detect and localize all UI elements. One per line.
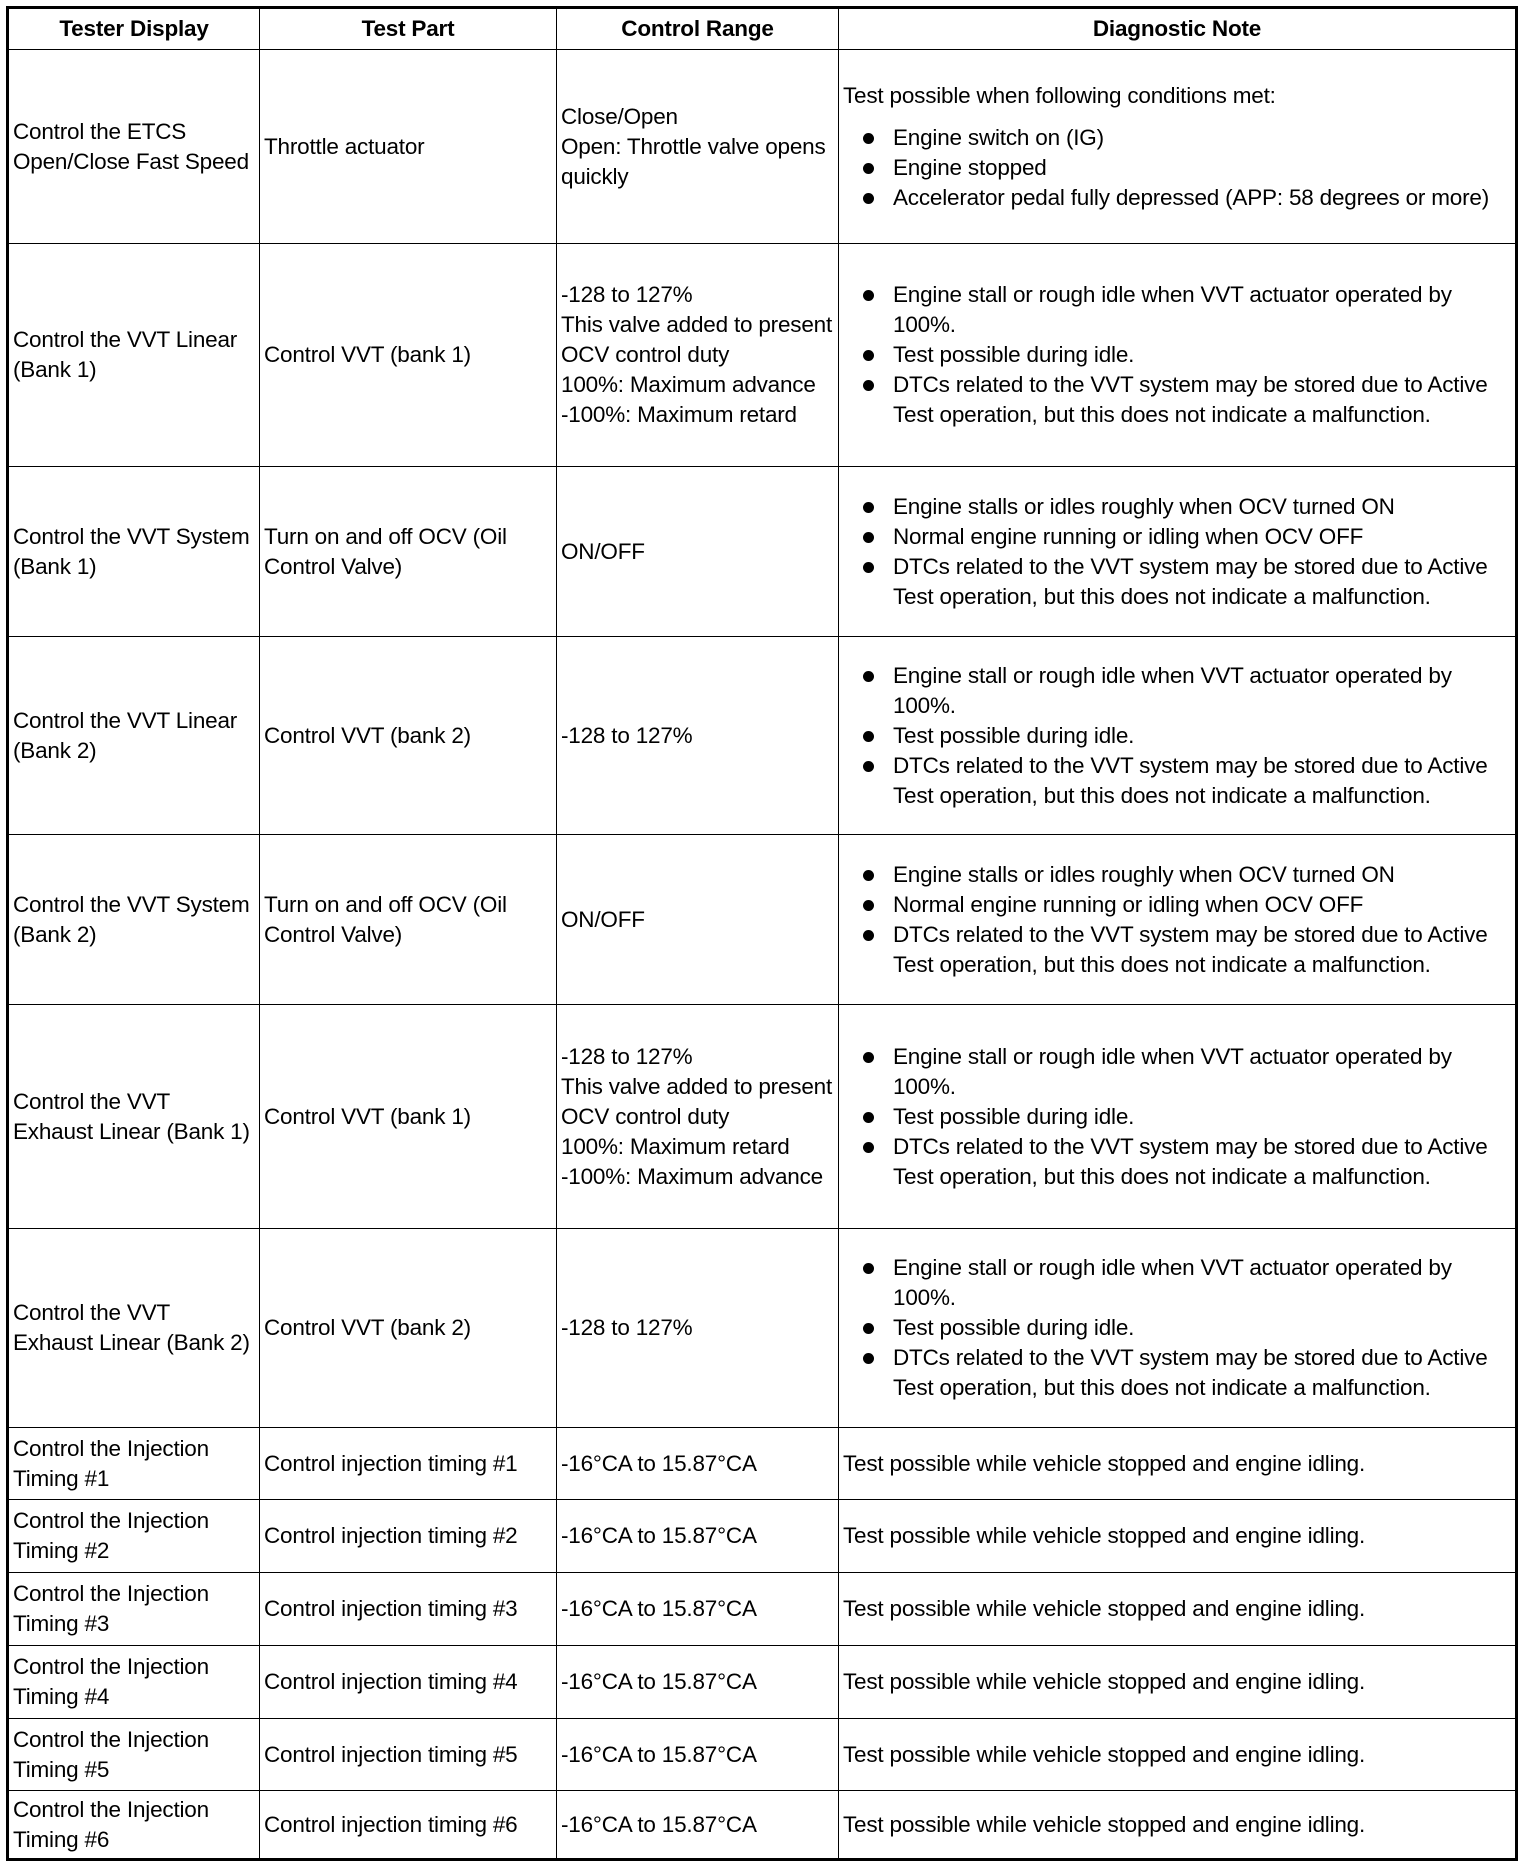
test-part-cell: Control injection timing #5 — [260, 1719, 557, 1791]
control-range-cell: -128 to 127% — [557, 1229, 839, 1428]
table-row — [8, 1573, 1517, 1646]
header-test-part: Test Part — [260, 8, 557, 50]
note-bullet-item: Engine stalls or idles roughly when OCV turned ON — [893, 492, 1511, 522]
test-part-cell: Control VVT (bank 2) — [260, 637, 557, 835]
diagnostic-note-cell: Test possible while vehicle stopped and engine idling. — [839, 1791, 1517, 1860]
note-bullet-item: Normal engine running or idling when OCV OFF — [893, 522, 1511, 552]
diagnostic-note-cell: Test possible while vehicle stopped and engine idling. — [839, 1428, 1517, 1500]
diagnostic-note-cell — [839, 637, 1517, 835]
diagnostic-note-cell — [839, 1005, 1517, 1229]
table-row — [8, 637, 1517, 835]
control-range-cell: -16°CA to 15.87°CA — [557, 1573, 839, 1646]
tester-display-cell: Control the VVT Linear (Bank 2) — [8, 637, 260, 835]
table-row — [8, 50, 1517, 244]
test-part-cell: Control VVT (bank 1) — [260, 1005, 557, 1229]
test-part-cell: Control injection timing #1 — [260, 1428, 557, 1500]
test-part-cell: Control injection timing #4 — [260, 1646, 557, 1719]
note-intro: Test possible when following conditions met: — [843, 82, 1276, 108]
note-bullet-item: Test possible during idle. — [893, 1102, 1511, 1132]
note-bullet-item: DTCs related to the VVT system may be stored due to Active Test operation, but this does not indicate a malfunction. — [893, 920, 1511, 980]
test-part-cell: Throttle actuator — [260, 50, 557, 244]
test-part-cell: Control injection timing #2 — [260, 1500, 557, 1573]
note-list — [843, 1042, 1511, 1192]
note-bullet-item: Engine stopped — [893, 153, 1511, 183]
control-range-cell: Close/Open Open: Throttle valve opens quickly — [557, 50, 839, 244]
note-bullet-item: Engine stall or rough idle when VVT actuator operated by 100%. — [893, 1042, 1511, 1102]
note-bullet-item: DTCs related to the VVT system may be stored due to Active Test operation, but this does not indicate a malfunction. — [893, 1343, 1511, 1403]
note-bullet-item: Accelerator pedal fully depressed (APP: 58 degrees or more) — [893, 183, 1511, 213]
note-list — [843, 492, 1511, 612]
active-test-table — [6, 6, 1518, 1861]
control-range-cell: ON/OFF — [557, 467, 839, 637]
tester-display-cell: Control the VVT System (Bank 2) — [8, 835, 260, 1005]
tester-display-cell: Control the ETCS Open/Close Fast Speed — [8, 50, 260, 244]
diagnostic-note-cell — [839, 50, 1517, 244]
diagnostic-note-cell — [839, 835, 1517, 1005]
control-range-cell: -16°CA to 15.87°CA — [557, 1719, 839, 1791]
tester-display-cell: Control the Injection Timing #4 — [8, 1646, 260, 1719]
header-row — [8, 8, 1517, 50]
test-part-cell: Control injection timing #3 — [260, 1573, 557, 1646]
note-bullet-item: Engine stall or rough idle when VVT actuator operated by 100%. — [893, 280, 1511, 340]
note-list — [843, 860, 1511, 980]
note-bullet-item: Test possible during idle. — [893, 1313, 1511, 1343]
test-part-cell: Control injection timing #6 — [260, 1791, 557, 1860]
tester-display-cell: Control the Injection Timing #3 — [8, 1573, 260, 1646]
note-list — [843, 123, 1511, 213]
table-row — [8, 835, 1517, 1005]
control-range-cell: -16°CA to 15.87°CA — [557, 1646, 839, 1719]
diagnostic-note-cell — [839, 1229, 1517, 1428]
table-row — [8, 467, 1517, 637]
control-range-cell: -16°CA to 15.87°CA — [557, 1791, 839, 1860]
tester-display-cell: Control the Injection Timing #5 — [8, 1719, 260, 1791]
note-bullet-item: Normal engine running or idling when OCV OFF — [893, 890, 1511, 920]
control-range-cell: -16°CA to 15.87°CA — [557, 1500, 839, 1573]
tester-display-cell: Control the VVT Exhaust Linear (Bank 2) — [8, 1229, 260, 1428]
test-part-cell: Control VVT (bank 2) — [260, 1229, 557, 1428]
tester-display-cell: Control the VVT System (Bank 1) — [8, 467, 260, 637]
diagnostic-note-cell: Test possible while vehicle stopped and engine idling. — [839, 1719, 1517, 1791]
note-bullet-item: DTCs related to the VVT system may be stored due to Active Test operation, but this does not indicate a malfunction. — [893, 751, 1511, 811]
table-row — [8, 1646, 1517, 1719]
diagnostic-note-cell: Test possible while vehicle stopped and engine idling. — [839, 1646, 1517, 1719]
note-bullet-item: Engine stall or rough idle when VVT actuator operated by 100%. — [893, 661, 1511, 721]
tester-display-cell: Control the Injection Timing #2 — [8, 1500, 260, 1573]
control-range-cell: -128 to 127% This valve added to present OCV control duty 100%: Maximum advance -100%: Maximum retard — [557, 244, 839, 467]
diagnostic-note-cell — [839, 244, 1517, 467]
note-bullet-item: DTCs related to the VVT system may be stored due to Active Test operation, but this does not indicate a malfunction. — [893, 1132, 1511, 1192]
diagnostic-note-cell: Test possible while vehicle stopped and engine idling. — [839, 1573, 1517, 1646]
control-range-cell: -16°CA to 15.87°CA — [557, 1428, 839, 1500]
test-part-cell: Turn on and off OCV (Oil Control Valve) — [260, 835, 557, 1005]
note-list — [843, 280, 1511, 430]
note-bullet-item: DTCs related to the VVT system may be stored due to Active Test operation, but this does not indicate a malfunction. — [893, 370, 1511, 430]
header-diagnostic-note: Diagnostic Note — [839, 8, 1517, 50]
note-bullet-item: Test possible during idle. — [893, 340, 1511, 370]
note-bullet-item: Engine stalls or idles roughly when OCV turned ON — [893, 860, 1511, 890]
header-tester-display: Tester Display — [8, 8, 260, 50]
diagnostic-note-cell — [839, 467, 1517, 637]
note-list — [843, 661, 1511, 811]
table-row — [8, 1791, 1517, 1860]
table-row — [8, 1229, 1517, 1428]
table-row — [8, 244, 1517, 467]
test-part-cell: Turn on and off OCV (Oil Control Valve) — [260, 467, 557, 637]
table-row — [8, 1005, 1517, 1229]
control-range-cell: -128 to 127% This valve added to present OCV control duty 100%: Maximum retard -100%: Maximum advance — [557, 1005, 839, 1229]
diagnostic-note-cell: Test possible while vehicle stopped and engine idling. — [839, 1500, 1517, 1573]
note-bullet-item: Engine switch on (IG) — [893, 123, 1511, 153]
note-list — [843, 1253, 1511, 1403]
test-part-cell: Control VVT (bank 1) — [260, 244, 557, 467]
table-row — [8, 1500, 1517, 1573]
table-row — [8, 1719, 1517, 1791]
tester-display-cell: Control the Injection Timing #6 — [8, 1791, 260, 1860]
note-bullet-item: Test possible during idle. — [893, 721, 1511, 751]
control-range-cell: ON/OFF — [557, 835, 839, 1005]
control-range-cell: -128 to 127% — [557, 637, 839, 835]
header-control-range: Control Range — [557, 8, 839, 50]
tester-display-cell: Control the VVT Exhaust Linear (Bank 1) — [8, 1005, 260, 1229]
table-row — [8, 1428, 1517, 1500]
tester-display-cell: Control the VVT Linear (Bank 1) — [8, 244, 260, 467]
note-bullet-item: Engine stall or rough idle when VVT actuator operated by 100%. — [893, 1253, 1511, 1313]
note-bullet-item: DTCs related to the VVT system may be stored due to Active Test operation, but this does not indicate a malfunction. — [893, 552, 1511, 612]
tester-display-cell: Control the Injection Timing #1 — [8, 1428, 260, 1500]
